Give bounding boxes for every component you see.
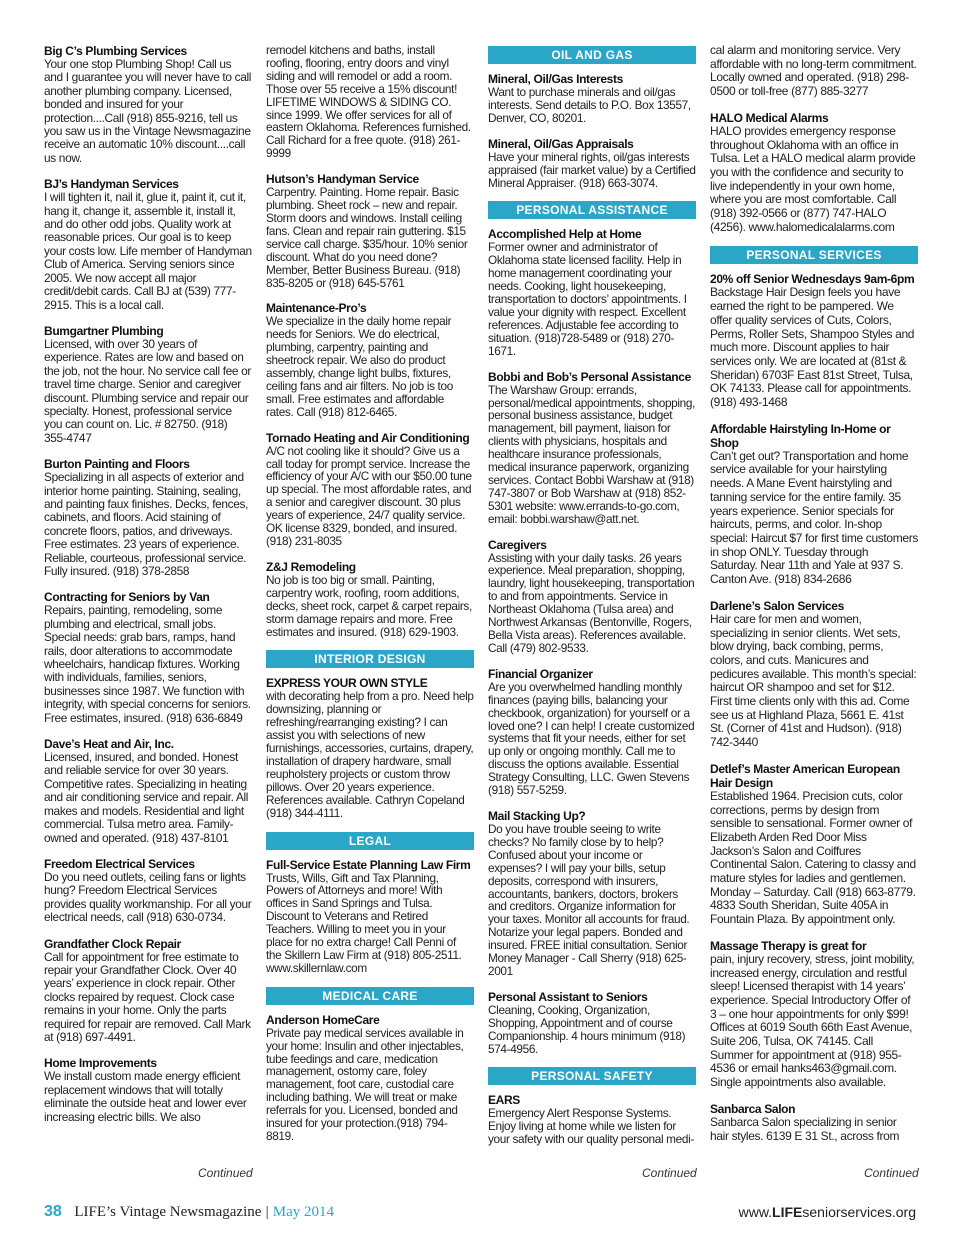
listing-body: with decorating help from a pro. Need help downsizing, planning or refreshing/rearranging existing? I can assist you with selections of new furnishings, accessories, curtains, drapery, installation of drapery hardware, small reupholstery projects or custom throw pillows. Over 20 years experience. References available. Cathryn Copeland (918) 344-4111. — [266, 689, 474, 820]
listing — [710, 111, 918, 235]
listing-body: Assisting with your daily tasks. 26 years experience. Meal preparation, shopping, laundry, light housekeeping, transportation to and from appointments. Service in Northeast Oklahoma (Tulsa area) and Northwest Arkansas (Bentonville, Rogers, Bella Vista areas). References available. Call (479) 802-9533. — [488, 550, 695, 655]
listing-body: Have your mineral rights, oil/gas interests appraised (fair market value) by a Certified Mineral Appraiser. (918) 663-3074. — [488, 149, 696, 190]
listing-body: Former owner and administrator of Oklahoma state licensed facility. Help in home management coordinating your needs. Cooking, light housekeeping, transportation to doctors’ appointments. I value your dignity with respect. Excellent references. Adjustable fee according to situation. (918)728-5489 or (918) 270-1671. — [488, 240, 687, 358]
listing-title: Dave’s Heat and Air, Inc. — [44, 737, 174, 752]
listing-body: pain, injury recovery, stress, joint mobility, increased energy, circulation and restful sleep! Licensed therapist with 14 years’ experience. Special Introductory Offer of 3 – one hour appointments for only $99! Offices at 6019 South 66th East Avenue, Suite 206, Tulsa, OK 74145. Call Summer for appointment at (918) 955-4536 or email hanks463@gmail.com. Single appointments also available. — [710, 951, 915, 1090]
listing-body: A/C not cooling like it should? Give us a call today for prompt service. Increase the efficiency of your A/C with our $50.00 tune up special. The most affordable rates, and a senior and caregiver discount. 30 plus years of experience, 24/7 quality service. OK license 8329, bonded, and insured. (918) 231-8035 — [266, 443, 472, 548]
footer-separator: | — [265, 1204, 269, 1220]
continued-label: Continued — [642, 1166, 697, 1180]
listing — [710, 762, 918, 927]
listing-title: Detlef’s Master American European Hair Design — [710, 761, 900, 790]
listing-title: Tornado Heating and Air Conditioning — [266, 430, 470, 445]
listing-body: Do you have trouble seeing to write checks? No family close by to help? Confused about your income or expenses? I will pay your bills, setup deposits, correspond with insurers, accountants, bankers, doctors, brokers and creditors. Organize information for your taxes. Monitor all accounts for fraud. Notarize your legal papers. Bonded and insured. FREE initial consultation. Senior Money Manager - Call Sherry (918) 625-2001 — [488, 821, 690, 978]
column-4 — [710, 44, 918, 1155]
column-1 — [44, 44, 252, 1136]
listing-title: Contracting for Seniors by Van — [44, 590, 210, 605]
listing — [266, 560, 474, 639]
listing — [488, 538, 696, 655]
listing-title: Mineral, Oil/Gas Interests — [488, 72, 623, 86]
listing — [488, 370, 696, 526]
section-header-personal-safety: PERSONAL SAFETY — [488, 1067, 696, 1085]
listing-body: We install custom made energy efficient replacement windows that will totally eliminate the outside heat and lower ever increasing electric bills. We also — [44, 1069, 247, 1124]
listing — [488, 809, 696, 978]
listing-body: Want to purchase minerals and oil/gas interests. Send details to P.O. Box 13557, Denver, CO, 80201. — [488, 85, 691, 125]
url-prefix: www. — [738, 1204, 773, 1220]
listing-body: Emergency Alert Response Systems. Enjoy living at home while we listen for your safety with our quality personal medi- — [488, 1106, 694, 1147]
listing-title: 20% off Senior Wednesdays 9am-6pm — [710, 272, 915, 287]
section-header-personal-services: PERSONAL SERVICES — [710, 246, 918, 264]
url-suffix: seniorservices.org — [802, 1204, 916, 1220]
listing — [488, 1093, 696, 1146]
url-brand: LIFE — [772, 1204, 803, 1220]
listing-body: Private pay medical services available in your home: Insulin and other injectables, tube feedings and care, medication management, ostomy care, foley management, foot care, custodial care including bathing. We will treat or make referrals for you. Licensed, bonded and insured for your protection.(918) 794-8819. — [266, 1025, 464, 1143]
listing-title: Full-Service Estate Planning Law Firm — [266, 857, 471, 872]
listing-title: Grandfather Clock Repair — [44, 936, 181, 951]
listing — [44, 737, 252, 845]
listing-title: Affordable Hairstyling In-Home or Shop — [710, 421, 891, 450]
listing-body: Can’t get out? Transportation and home service available for your hairstyling needs. A Mane Event hairstyling and tanning service for the entire family. 35 years experience. Senior specials for haircuts, perms, and color. In-shop special: Haircut $7 for first time customers in shop ONLY. Tuesday through Saturday. Near 11th and Yale at 937 S. Canton Ave. (918) 834-2686 — [710, 448, 919, 587]
section-header-oil-gas: OIL AND GAS — [488, 46, 696, 64]
continued-label: Continued — [198, 1166, 253, 1180]
section-header-legal: LEGAL — [266, 832, 474, 850]
column-3 — [488, 44, 696, 1158]
listing-title: EARS — [488, 1093, 520, 1108]
listing-title: Massage Therapy is great for — [710, 938, 867, 953]
continued-label: Continued — [864, 1166, 919, 1180]
section-header-medical: MEDICAL CARE — [266, 987, 474, 1005]
listing — [710, 599, 918, 750]
listing-title: Sanbarca Salon — [710, 1101, 796, 1116]
listing-continuation — [266, 44, 474, 160]
listing — [44, 590, 252, 725]
listing — [266, 858, 474, 975]
listing — [710, 1102, 918, 1143]
listing — [266, 172, 474, 289]
listing — [44, 324, 252, 445]
page-footer — [44, 1203, 334, 1221]
listing — [266, 676, 474, 819]
listing-title: Darlene’s Salon Services — [710, 598, 844, 613]
listing — [488, 667, 696, 797]
listing-body: No job is too big or small. Painting, carpentry work, roofing, room additions, decks, sheet rock, carpet & carpet repairs, storm damage repairs and more. Free estimates and insured. (918) 629-1903. — [266, 572, 472, 639]
listing — [710, 272, 918, 409]
listing-title: Mail Stacking Up? — [488, 808, 586, 823]
listing — [266, 1013, 474, 1143]
listing — [44, 44, 252, 165]
listing-body: Trusts, Wills, Gift and Tax Planning, Powers of Attorneys and more! With offices in Sand Springs and Tulsa. Discount to Veterans and Retired Teachers. Willing to meet you in your place for no extra charge! Call Penni of the Skillern Law Firm at (918) 805-2511. www.skillernlaw.com — [266, 870, 462, 975]
listing-title: Maintenance-Pro’s — [266, 301, 367, 316]
listing-body: We specialize in the daily home repair needs for Seniors. We do electrical, plumbing, carpentry, painting and sheetrock repair. We also do product assembly, change light bulbs, fixtures, ceiling fans and air filters. No job is too small. Free estimates and affordable rates. Call (918) 812-6465. — [266, 314, 453, 419]
listing — [44, 857, 252, 925]
listing-title: Financial Organizer — [488, 666, 593, 681]
listing — [488, 137, 696, 190]
listing — [44, 1056, 252, 1124]
listing-title: Mineral, Oil/Gas Appraisals — [488, 136, 634, 151]
listing-title: Caregivers — [488, 537, 547, 552]
listing-title: Personal Assistant to Seniors — [488, 989, 648, 1004]
listing-title: Accomplished Help at Home — [488, 227, 642, 242]
listing-title: BJ’s Handyman Services — [44, 177, 179, 192]
listing-title: Big C’s Plumbing Services — [44, 44, 187, 58]
listing-body: Established 1964. Precision cuts, color corrections, perms by design from sensible to sensational. Former owner of Elizabeth Arden Red Door Miss Jackson’s Salon and Coiffures Continental Salon. Catering to classy and mature styles for ladies and gentlemen. Monday – Saturday. Call (918) 663-8779. 4833 South Sheridan, Suite 405A in Fountain Plaza. By appointment only. — [710, 788, 916, 927]
listing — [710, 422, 918, 587]
listing-body: The Warshaw Group: errands, personal/medical appointments, shopping, personal business assistance, budget management, bill payment, liaison for clients with physicians, hospitals and healthcare insurance professionals, medical insurance paperwork, organizing services. Contact Bobbi Warshaw at (918) 747-3807 or Bob Warshaw at (918) 852-5301 website: www.errands-to-go.com, email: bobbi.warshaw@att.net. — [488, 382, 696, 526]
listing-title: Burton Painting and Floors — [44, 457, 190, 472]
listing-body: Licensed, insured, and bonded. Honest and reliable service for over 30 years. Competitive rates. Specializing in heating and air conditioning service and repair. All makes and models. Residential and light commercial. Tulsa metro area. Family-owned and operated. (918) 437-8101 — [44, 750, 249, 845]
listing-title: HALO Medical Alarms — [710, 110, 829, 125]
listing — [44, 177, 252, 312]
listing-body: Licensed, with over 30 years of experience. Rates are low and based on the job, not the hour. No service call fee or travel time charge. Senior and caregiver discount. Plumbing service and repair our specialty. Honest, professional service you can count on. Lic. # 82750. (918) 355-4747 — [44, 336, 251, 445]
listing-body: Call for appointment for free estimate to repair your Grandfather Clock. Over 40 years’ experience in clock repair. Other clocks repaired by request. Clock case remains in your home. Only the parts required for repair are removed. Call Mark at (918) 697-4491. — [44, 949, 251, 1044]
listing-body: HALO provides emergency response throughout Oklahoma with an office in Tulsa. Let a HALO medical alarm provide you with the confidence and security to live independently in your own home, where you are most comfortable. Call (918) 392-0566 or (877) 747-HALO (4256). www.halomedicalalarms.com — [710, 123, 916, 234]
listing — [266, 301, 474, 418]
listing — [488, 227, 696, 357]
listing-body: Your one stop Plumbing Shop! Call us and I guarantee you will never have to call another plumbing company. Licensed, bonded and insured for your protection....Call (918) 855-9216, tell us you saw us in the Vintage Newsmagazine receive an automatic 10% discount....call us now. — [44, 57, 252, 165]
listing-body: Backstage Hair Design feels you have earned the right to be pampered. We offer quality services of Cuts, Colors, Perms, Roller Sets, Shampoo Styles and much more. Discount applies to hair services only. We are located at (81st & Sheridan) 6703F East 81st Street, Tulsa, OK 74133. Please call for appointments. (918) 493-1468 — [710, 285, 915, 410]
listing-body: Are you overwhelmed handling monthly finances (paying bills, balancing your checkbook, organization) for yourself or a loved one? I can help! I create customized systems that fit your needs, either for set up only or ongoing monthly. Call me to discuss the options available. Essential Strategy Consulting, LLC. Gwen Stevens (918) 557-5259. — [488, 679, 695, 798]
column-2 — [266, 44, 474, 1155]
listing-body: Carpentry. Painting. Home repair. Basic plumbing. Sheet rock – new and repair. Storm doors and windows. Install ceiling fans. Clean and repair rain guttering. $15 service call charge. $35/hour. 10% senior discount. What do you need done? Member, Better Business Bureau. (918) 835-8205 or (918) 645-5761 — [266, 185, 468, 290]
magazine-name: LIFE’s Vintage Newsmagazine — [74, 1204, 262, 1220]
listing-continuation — [710, 44, 918, 99]
listing-title: EXPRESS YOUR OWN STYLE — [266, 676, 428, 691]
listing-body: cal alarm and monitoring service. Very affordable with no long-term commitment. Locally owned and operated. (918) 298-0500 or toll-free (877) 885-3277 — [710, 43, 917, 99]
listing-body: Sanbarca Salon specializing in senior hair styles. 6139 E 31 St., across from — [710, 1114, 900, 1143]
listing-body: Cleaning, Cooking, Organization, Shopping, Appointment and of course Companionship. 4 hours minimum (918) 574-4956. — [488, 1002, 686, 1056]
section-header-personal-assistance: PERSONAL ASSISTANCE — [488, 201, 696, 219]
listing-body: I will tighten it, nail it, glue it, paint it, cut it, hang it, change it, assemble it, install it, and do other odd jobs. Quality work at reasonable prices. Our goal is to keep your costs low. Life member of Handyman Club of America. Serving seniors since 2005. We now accept all major credit/debit cards. Call BJ at (539) 777-2915. This is a local call. — [44, 190, 252, 312]
listing — [488, 72, 696, 125]
listing-body: remodel kitchens and baths, install roofing, flooring, entry doors and vinyl siding and will remodel or add a room. Those over 55 receive a 15% discount! LIFETIME WINDOWS & SIDING CO. since 1999. We offer services for all of eastern Oklahoma. References furnished. Call Richard for a free quote. (918) 261-9999 — [266, 43, 471, 161]
listing-title: Home Improvements — [44, 1056, 157, 1071]
page-number: 38 — [44, 1203, 62, 1220]
website-url[interactable] — [739, 1204, 916, 1220]
listing — [266, 431, 474, 548]
listing-title: Anderson HomeCare — [266, 1012, 380, 1027]
listing — [44, 937, 252, 1045]
listing-title: Bobbi and Bob’s Personal Assistance — [488, 369, 691, 384]
listing — [44, 457, 252, 578]
listing-body: Do you need outlets, ceiling fans or lights hung? Freedom Electrical Services provides quality workmanship. For all your electrical needs, call (918) 630-0734. — [44, 869, 252, 925]
listing — [710, 939, 918, 1090]
listing-title: Freedom Electrical Services — [44, 856, 195, 871]
section-header-interior: INTERIOR DESIGN — [266, 650, 474, 668]
listing-body: Hair care for men and women, specializing in senior clients. Wet sets, blow drying, back combing, perms, colors, and cuts. Manicures and pedicures available. This month’s special: haircut OR shampoo and set for $12. First time clients only with this ad. Come see us at Highland Plaza, 5661 E. 41st St. (Corner of 41st and Hudson). (918) 742-3440 — [710, 611, 917, 750]
listing-title: Z&J Remodeling — [266, 559, 356, 574]
listing-title: Hutson’s Handyman Service — [266, 172, 419, 187]
issue-month: May 2014 — [272, 1204, 335, 1220]
listing-body: Specializing in all aspects of exterior and interior home painting. Staining, sealing, and painting faux finishes. Decks, fences, cabinets, and floors. Acid staining of concrete floors, patios, and driveways. Free estimates. 23 years of experience. Reliable, courteous, professional service. Fully insured. (918) 378-2858 — [44, 470, 249, 578]
listing-title: Bumgartner Plumbing — [44, 323, 164, 338]
listing — [488, 990, 696, 1056]
listing-body: Repairs, painting, remodeling, some plumbing and electrical, small jobs. Special needs: grab bars, ramps, hand rails, door alterations to accommodate wheelchairs, handicap fixtures. Working with individuals, families, seniors, businesses since 1987. We function with integrity, with special concerns for seniors. Free estimates, insured. (918) 636-6849 — [44, 603, 251, 725]
